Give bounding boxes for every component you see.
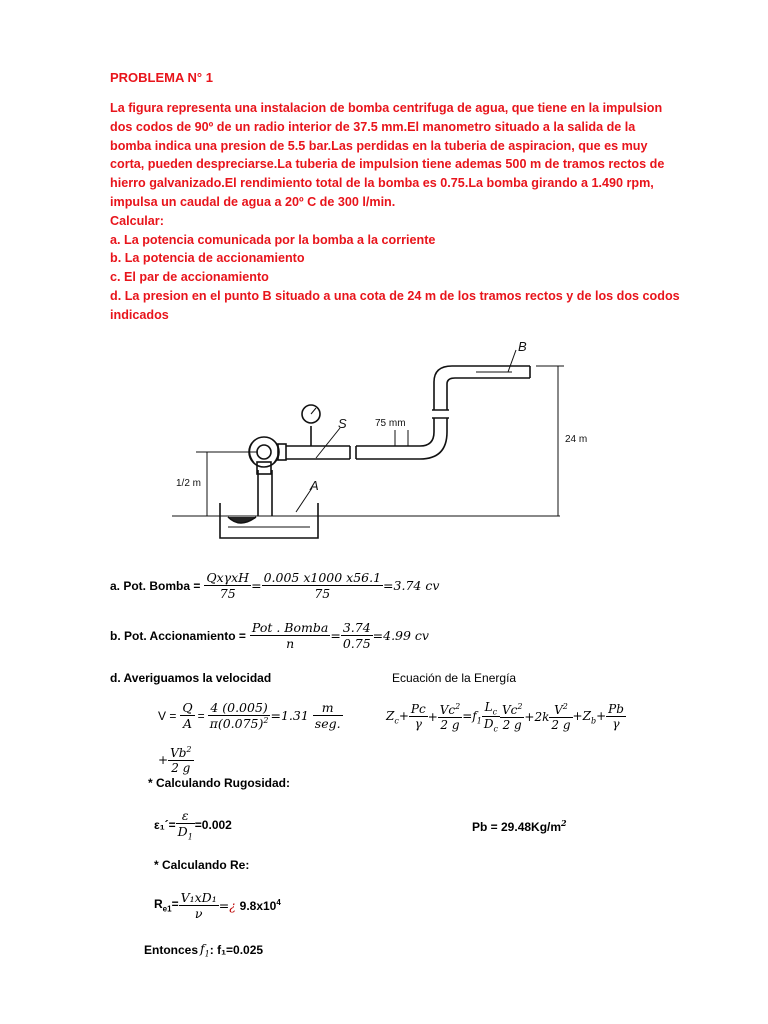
statement-line: bomba indica una presion de 5.5 bar.Las perdidas en la tuberia de aspiracion, que es muy [110, 138, 648, 153]
eq-eps-num: ε [181, 808, 189, 823]
eq-eps-prefix: ε₁´= [154, 817, 176, 832]
label-a: A [310, 478, 319, 493]
eq-v-num: 4 (0.005) [210, 700, 268, 715]
eq-v-result: =1.31 [270, 708, 309, 724]
eq-b-num1: Pot . Bomba [251, 620, 329, 635]
statement-line: corta, pueden despreciarse.La tuberia de impulsion tiene ademas 500 m de tramos rectos de [110, 157, 665, 172]
eq-reynolds: $R_{e1}=$ $\frac{\text{V₁xD₁}}{\nu}$ = ¿ $9.8x10^4$ [154, 890, 281, 921]
energy-eq-label: Ecuación de la Energía [392, 671, 517, 685]
eq-b-den1: n [250, 635, 330, 651]
statement-line: impulsa un caudal de agua a 20º C de 300 l/min. [110, 194, 396, 209]
eq-v-prefix: V = [158, 708, 177, 723]
eq-v-unit-num: m [321, 700, 334, 716]
dim-75mm: 75 mm [375, 418, 406, 429]
eq-a-num2: 0.005 x1000 x56.1 [263, 570, 382, 585]
statement-line: b. La potencia de accionamiento [110, 251, 305, 266]
eq-pot-accionamiento: b. Pot. Accionamiento = $\frac{\text{Pot . Bomba}}{n}$ = $\frac{3.74}{0.75}$ =4.99 cv [110, 620, 429, 651]
dim-half-m: 1/2 m [176, 478, 202, 489]
eq-b-den2: 0.75 [342, 636, 371, 651]
f-result: : f₁=0.025 [209, 942, 264, 957]
statement-line: dos codos de 90º de un radio interior de 37.5 mm.El manometro situado a la salida de la [110, 119, 636, 134]
statement-line: a. La potencia comunicada por la bomba a la corriente [110, 232, 436, 247]
eq-a-num1: QxγxH [206, 570, 250, 585]
eq-b-num2: 3.74 [342, 620, 371, 635]
statement-line: d. La presion en el punto B situado a una cota de 24 m de los tramos rectos y de los dos codos [110, 288, 680, 303]
statement-line: c. El par de accionamiento [110, 270, 269, 285]
eq-pot-bomba: a. Pot. Bomba = $\frac{\text{QxγxH}}{75}$ = $\frac{0.005 x1000 x56.1}{75}$ =3.74 cv [110, 570, 440, 601]
dim-24m: 24 m [565, 434, 588, 445]
eq-re-prefix: R [154, 897, 163, 912]
label-s: S [338, 416, 347, 431]
rugosidad-label: * Calculando Rugosidad: [148, 776, 291, 790]
eq-re-result: 9.8x10 [239, 899, 277, 913]
eq-re-den: ν [179, 905, 219, 921]
eq-eps-den: D [177, 824, 188, 839]
label-b: B [518, 339, 527, 354]
re-label: * Calculando Re: [154, 858, 250, 872]
eq-a-label: a. Pot. Bomba = [110, 578, 201, 593]
eq-velocity: V = $\frac{Q}{A}$ = $\frac{4 (0.005)}{\pi(0.075)^2}$ =1.31 $\frac{m}{\text{seg.}}$ [158, 700, 341, 732]
eq-v-q: Q [182, 700, 193, 716]
statement-line: Calcular: [110, 213, 164, 228]
statement-line: La figura representa una instalacion de bomba centrifuga de agua, que tiene en la impulsion [110, 101, 663, 115]
statement-line: indicados [110, 307, 169, 322]
eq-b-result: =4.99 cv [372, 628, 429, 643]
eq-a-den2: 75 [262, 585, 383, 601]
d-velocity-label: d. Averiguamos la velocidad [110, 671, 272, 685]
eq-eps-result: =0.002 [194, 817, 232, 832]
eq-energy-tail: + $\frac{Vb^2}{2 g}$ [158, 745, 192, 775]
pb-result: $Pb = 29.48Kg/m^2$ [472, 818, 567, 834]
eq-v-den: π(0.075) [209, 716, 264, 732]
problem-title: PROBLEMA N° 1 [110, 70, 213, 85]
eq-v-unit-den: seg. [314, 716, 341, 732]
f-label: Entonces [144, 942, 199, 957]
eq-b-label: b. Pot. Accionamiento = [110, 628, 246, 643]
eq-rugosidad: ε₁´= $\frac{\varepsilon}{D_1}$ =0.002 [154, 808, 232, 842]
eq-friction: Entonces $f_1$ : f₁=0.025 [144, 941, 264, 959]
statement-line: hierro galvanizado.El rendimiento total de la bomba es 0.75.La bomba girando a 1.490 rpm, [110, 176, 654, 191]
eq-energy: $Z_c+$ $\frac{Pc}{\gamma}$ + $\frac{Vc^2}{2 g}$ $=f_1$ $\frac{L_c}{D_c}$ $\frac{Vc^2}{2 g}$ +2k $\frac{V^2}{2 g}$ $+Z_b+$ $\frac{Pb}{\gamma}$ [386, 700, 624, 734]
eq-v-a: A [180, 715, 194, 731]
eq-a-result: =3.74 cv [383, 578, 440, 593]
eq-a-den1: 75 [204, 585, 251, 601]
eq-re-num: V₁xD₁ [180, 890, 217, 905]
